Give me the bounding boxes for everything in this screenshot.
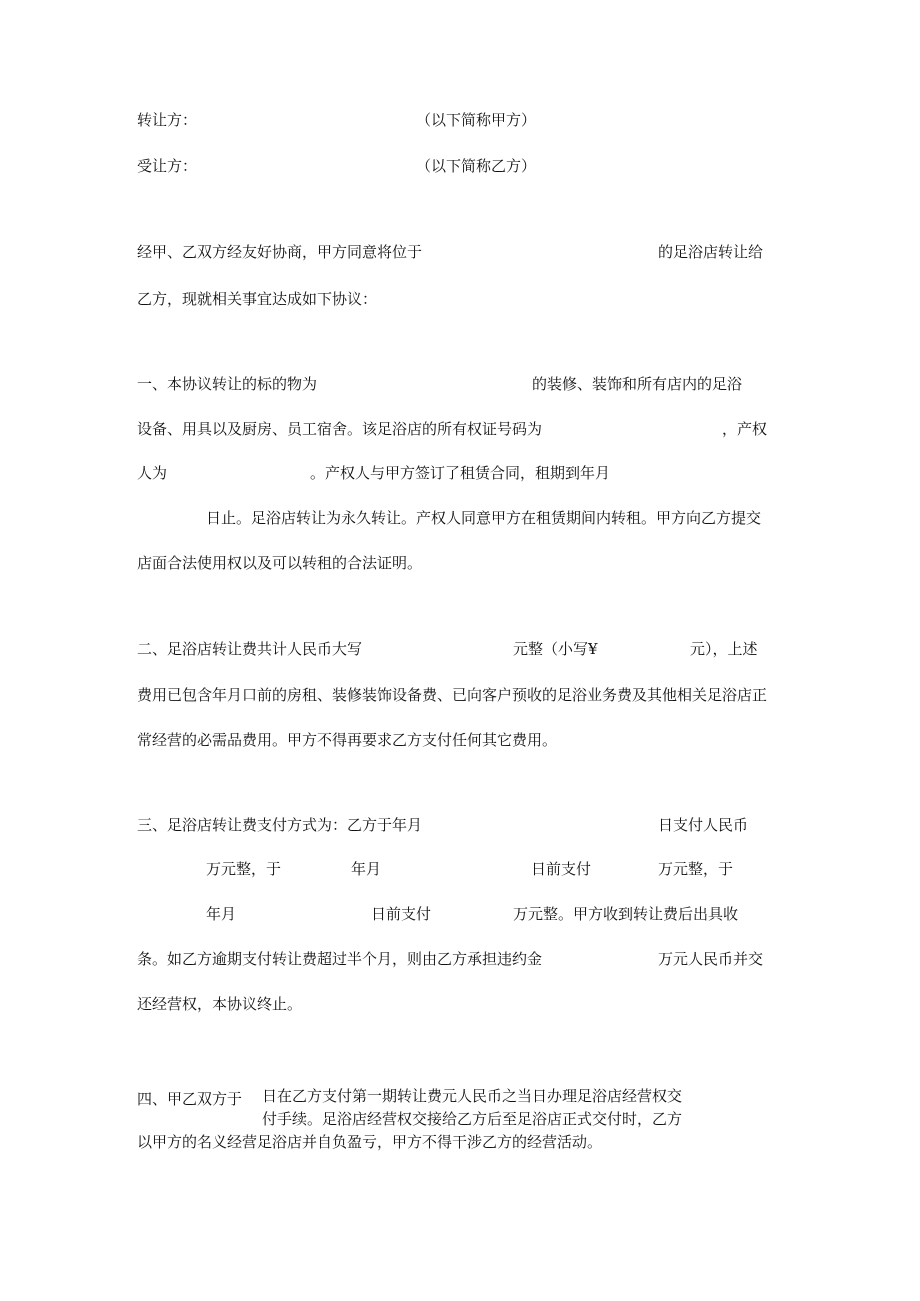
clause1-line-1a: 一、本协议转让的标的物为 [137, 375, 318, 393]
clause1-line-4: 日止。足浴店转让为永久转让。产权人同意甲方在租赁期间内转租。甲方向乙方提交 [206, 509, 762, 527]
clause3-line-3b: 日前支付 [371, 905, 432, 923]
clause1-line-5: 店面合法使用权以及可以转租的合法证明。 [137, 554, 423, 572]
transferee-note: （以下简称乙方） [416, 157, 537, 175]
transferee-label: 受让方： [137, 157, 198, 175]
clause2-line-2: 费用已包含年月口前的房租、装修装饰设备费、已向客户预收的足浴业务费及其他相关足浴店正 [137, 686, 768, 704]
intro-line-1a: 经甲、乙双方经友好协商，甲方同意将位于 [137, 243, 423, 261]
transferor-label: 转让方： [137, 111, 198, 129]
clause1-line-1b: 的装修、装饰和所有店内的足浴 [532, 375, 743, 393]
clause1-line-2b: ，产权 [722, 420, 768, 438]
intro-line-1b: 的足浴店转让给 [658, 243, 764, 261]
clause2-line-1b: 元整（小写¥ [513, 640, 598, 658]
clause3-line-2b: 年月 [351, 860, 382, 878]
clause1-line-2a: 设备、用具以及厨房、员工宿舍。该足浴店的所有权证号码为 [137, 420, 543, 438]
clause2-line-1c: 元），上述 [690, 640, 758, 658]
clause3-line-2d: 万元整，于 [658, 860, 734, 878]
clause3-line-3a: 年月 [206, 905, 237, 923]
clause2-line-3: 常经营的必需品费用。甲方不得再要求乙方支付任何其它费用。 [137, 731, 558, 749]
clause3-line-4a: 条。如乙方逾期支付转让费超过半个月，则由乙方承担违约金 [137, 950, 543, 968]
clause1-line-3a: 人为 [137, 464, 168, 482]
clause1-line-3b: 。产权人与甲方签订了租赁合同，租期到年月 [310, 464, 611, 482]
clause3-line-4b: 万元人民币并交 [658, 950, 764, 968]
clause3-line-3c: 万元整。甲方收到转让费后出具收 [513, 905, 739, 923]
clause3-line-5: 还经营权，本协议终止。 [137, 995, 303, 1013]
clause3-line-2a: 万元整，于 [206, 860, 282, 878]
clause2-line-1a: 二、足浴店转让费共计人民币大写 [137, 640, 363, 658]
clause3-line-2c: 日前支付 [531, 860, 592, 878]
clause4-line-1a: 四、甲乙双方于 [137, 1090, 243, 1108]
clause4-line-1b: 日在乙方支付第一期转让费元人民币之当日办理足浴店经营权交 [262, 1087, 683, 1105]
intro-line-2: 乙方，现就相关事宜达成如下协议： [137, 290, 378, 308]
clause4-line-3: 以甲方的名义经营足浴店并自负盈亏，甲方不得干涉乙方的经营活动。 [137, 1133, 603, 1151]
transferor-note: （以下简称甲方） [416, 111, 537, 129]
clause3-line-1b: 日支付人民币 [658, 816, 749, 834]
clause4-line-2: 付手续。足浴店经营权交接给乙方后至足浴店正式交付时，乙方 [262, 1110, 683, 1128]
clause3-line-1a: 三、足浴店转让费支付方式为：乙方于年月 [137, 816, 423, 834]
